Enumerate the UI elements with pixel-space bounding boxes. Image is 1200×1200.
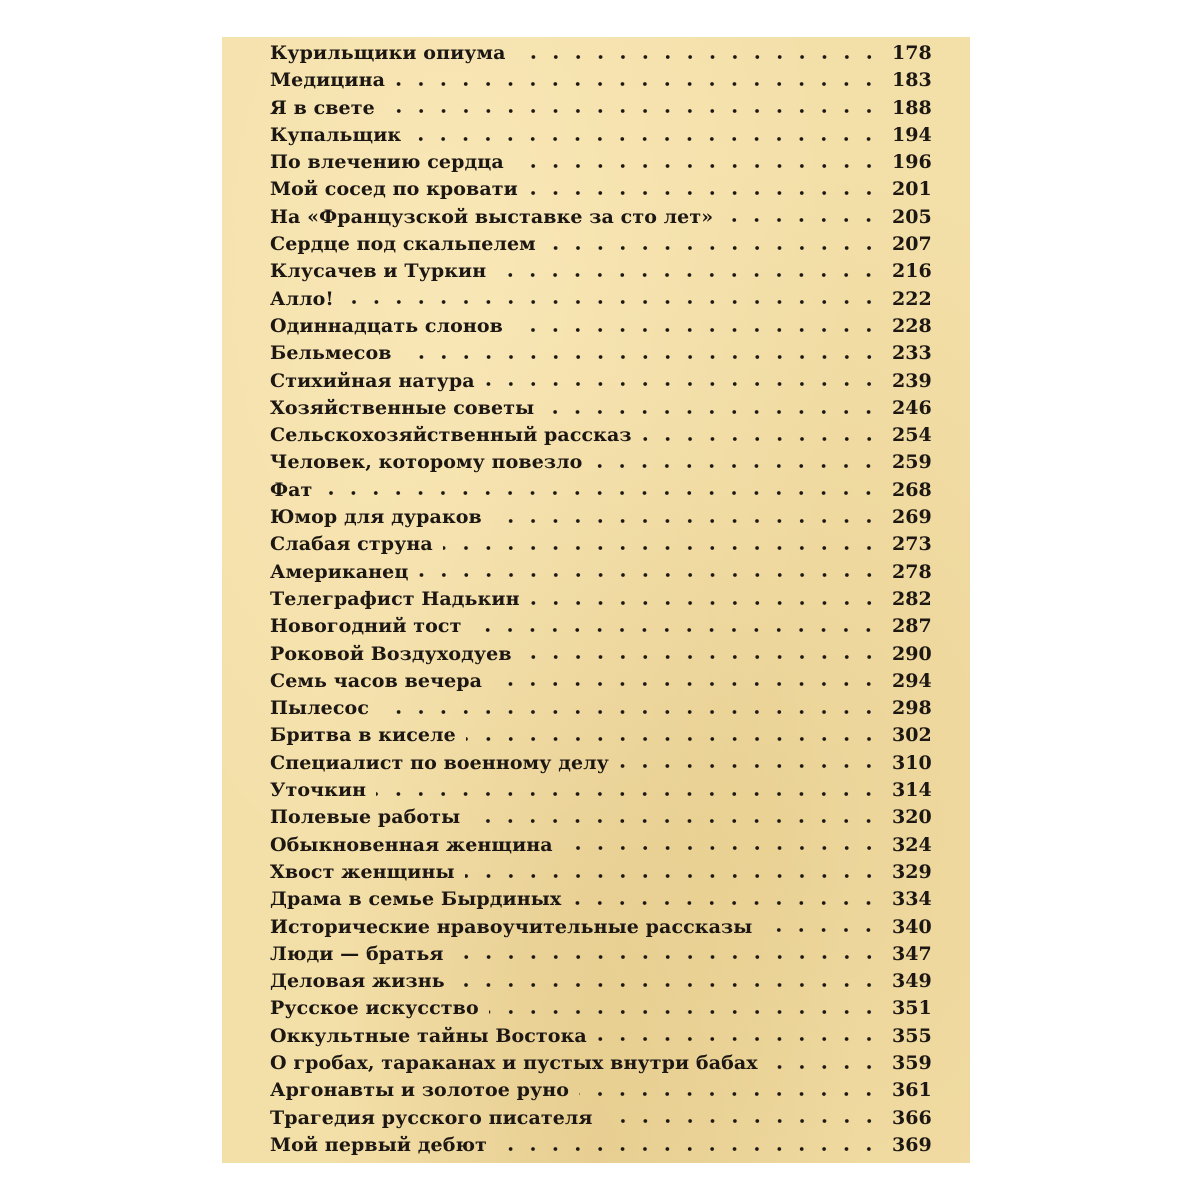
dot-leader [489, 1009, 880, 1015]
toc-entry [270, 941, 930, 968]
toc-entry-page-number: 228 [892, 314, 932, 337]
toc-entry [270, 668, 930, 695]
toc-entry-page-number: 314 [892, 779, 932, 802]
toc-entry-title: Юмор для дураков [270, 506, 482, 529]
dot-leader [514, 163, 880, 169]
toc-entry-page-number: 310 [892, 751, 932, 774]
toc-entry-title: На «Французской выставке за сто лет» [270, 205, 714, 228]
toc-entry [270, 122, 930, 149]
dot-leader [496, 272, 880, 278]
toc-entry-title: Купальщик [270, 123, 402, 146]
toc-entry-title: Слабая струна [270, 533, 433, 556]
toc-entry-page-number: 355 [892, 1024, 932, 1047]
dot-leader [385, 108, 880, 114]
toc-entry [270, 40, 930, 67]
dot-leader [344, 299, 880, 305]
toc-entry-page-number: 268 [892, 478, 932, 501]
toc-entry-title: Одиннадцать слонов [270, 314, 503, 337]
toc-entry [270, 204, 930, 231]
toc-entry-title: Фат [270, 478, 313, 501]
dot-leader [642, 436, 880, 442]
toc-entry-page-number: 207 [892, 233, 932, 256]
toc-entry [270, 531, 930, 558]
toc-entry-page-number: 183 [892, 69, 932, 92]
dot-leader [485, 381, 880, 387]
toc-entry [270, 67, 930, 94]
dot-leader [395, 81, 880, 87]
toc-entry [270, 968, 930, 995]
dot-leader [470, 818, 880, 824]
toc-entry-page-number: 294 [892, 669, 932, 692]
toc-entry-title: По влечению сердца [270, 151, 504, 174]
toc-entry-title: Трагедия русского писателя [270, 1106, 593, 1129]
toc-entry [270, 722, 930, 749]
toc-entry-title: Американец [270, 560, 409, 583]
toc-entry-title: Сельскохозяйственный рассказ [270, 424, 632, 447]
dot-leader [546, 245, 880, 251]
toc-entry [270, 449, 930, 476]
dot-leader [466, 736, 880, 742]
toc-entry-title: Уточкин [270, 779, 367, 802]
dot-leader [603, 1118, 880, 1124]
toc-entry-page-number: 216 [892, 260, 932, 283]
dot-leader [419, 572, 880, 578]
toc-entry [270, 586, 930, 613]
toc-entry-title: Хвост женщины [270, 860, 455, 883]
dot-leader [723, 217, 880, 223]
toc-entry [270, 1077, 930, 1104]
toc-entry [270, 231, 930, 258]
table-of-contents [270, 40, 930, 1159]
toc-entry-page-number: 246 [892, 396, 932, 419]
toc-entry [270, 1132, 930, 1159]
toc-entry-page-number: 340 [892, 915, 932, 938]
dot-leader [402, 354, 880, 360]
toc-entry-page-number: 196 [892, 151, 932, 174]
toc-entry [270, 176, 930, 203]
toc-entry-title: Хозяйственные советы [270, 396, 535, 419]
dot-leader [497, 1146, 880, 1152]
toc-entry-title: Пылесос [270, 697, 369, 720]
toc-entry [270, 914, 930, 941]
toc-entry-page-number: 359 [892, 1051, 932, 1074]
toc-entry-page-number: 201 [892, 178, 932, 201]
toc-entry-page-number: 347 [892, 942, 932, 965]
toc-entry-title: Курильщики опиума [270, 42, 506, 64]
dot-leader [579, 1091, 880, 1097]
toc-entry [270, 504, 930, 531]
toc-entry-page-number: 320 [892, 806, 932, 829]
dot-leader [597, 1036, 880, 1042]
toc-entry-page-number: 351 [892, 997, 932, 1020]
dot-leader [762, 927, 880, 933]
toc-entry [270, 1105, 930, 1132]
toc-entry-page-number: 222 [892, 287, 932, 310]
toc-entry-title: Люди — братья [270, 942, 444, 965]
toc-entry-title: Семь часов вечера [270, 669, 483, 692]
toc-entry-title: Драма в семье Быpдиных [270, 888, 562, 911]
toc-entry [270, 149, 930, 176]
toc-entry [270, 559, 930, 586]
toc-entry-title: Исторические нравоучительные рассказы [270, 915, 753, 938]
toc-entry-title: Мой первый дебют [270, 1133, 487, 1156]
toc-entry [270, 859, 930, 886]
toc-entry-page-number: 369 [892, 1133, 932, 1156]
toc-entry-title: Телеграфист Надькин [270, 587, 520, 610]
toc-entry [270, 422, 930, 449]
dot-leader [411, 136, 880, 142]
toc-entry-page-number: 239 [892, 369, 932, 392]
toc-entry [270, 477, 930, 504]
toc-entry [270, 395, 930, 422]
toc-entry-page-number: 188 [892, 96, 932, 119]
toc-entry-page-number: 254 [892, 424, 932, 447]
toc-entry [270, 832, 930, 859]
toc-entry-title: О гробах, тараканах и пустых внутри бабах [270, 1051, 758, 1074]
dot-leader [455, 982, 880, 988]
dot-leader [471, 627, 880, 633]
dot-leader [322, 490, 880, 496]
toc-entry [270, 340, 930, 367]
toc-entry [270, 641, 930, 668]
toc-entry [270, 1023, 930, 1050]
dot-leader [530, 600, 880, 606]
toc-entry [270, 886, 930, 913]
dot-leader [492, 518, 880, 524]
toc-entry-title: Русское искусство [270, 997, 479, 1020]
toc-entry-title: Человек, которому повезло [270, 451, 583, 474]
dot-leader [563, 845, 880, 851]
toc-entry-title: Мой сосед по кровати [270, 178, 518, 201]
toc-entry-title: Оккультные тайны Востока [270, 1024, 587, 1047]
toc-entry-title: Я в свете [270, 96, 375, 119]
toc-entry-page-number: 361 [892, 1079, 932, 1102]
toc-entry [270, 368, 930, 395]
toc-entry [270, 95, 930, 122]
toc-entry [270, 777, 930, 804]
toc-entry-page-number: 194 [892, 123, 932, 146]
dot-leader [379, 709, 880, 715]
toc-entry-title: Аргонавты и золотое руно [270, 1079, 570, 1102]
dot-leader [522, 654, 880, 660]
toc-entry-title: Роковой Воздуходуев [270, 642, 512, 665]
dot-leader [513, 327, 880, 333]
toc-entry-page-number: 287 [892, 615, 932, 638]
toc-entry-page-number: 334 [892, 888, 932, 911]
dot-leader [516, 54, 880, 60]
dot-leader [492, 681, 880, 687]
dot-leader [592, 463, 880, 469]
toc-entry-title: Обыкновенная женщина [270, 833, 553, 856]
toc-entry-page-number: 233 [892, 342, 932, 365]
toc-entry-page-number: 349 [892, 970, 932, 993]
toc-entry [270, 286, 930, 313]
toc-entry-title: Деловая жизнь [270, 970, 445, 993]
toc-entry-page-number: 282 [892, 587, 932, 610]
dot-leader [544, 409, 880, 415]
toc-entry-page-number: 302 [892, 724, 932, 747]
toc-entry [270, 313, 930, 340]
dot-leader [465, 873, 880, 879]
toc-entry-title: Бельмесов [270, 342, 392, 365]
toc-entry-title: Сердце под скальпелем [270, 233, 536, 256]
toc-entry-page-number: 178 [892, 42, 932, 64]
dot-leader [443, 545, 880, 551]
toc-entry-page-number: 290 [892, 642, 932, 665]
toc-entry-title: Алло! [270, 287, 334, 310]
toc-entry-title: Стихийная натура [270, 369, 475, 392]
toc-entry-page-number: 324 [892, 833, 932, 856]
dot-leader [619, 763, 880, 769]
dot-leader [376, 791, 880, 797]
toc-entry [270, 258, 930, 285]
toc-entry-title: Полевые работы [270, 806, 461, 829]
toc-entry [270, 695, 930, 722]
toc-entry [270, 804, 930, 831]
toc-entry [270, 613, 930, 640]
dot-leader [454, 954, 880, 960]
toc-entry-page-number: 273 [892, 533, 932, 556]
toc-entry-title: Медицина [270, 69, 386, 92]
toc-entry-page-number: 298 [892, 697, 932, 720]
toc-entry-title: Новогодний тост [270, 615, 462, 638]
toc-entry-page-number: 278 [892, 560, 932, 583]
book-page [222, 37, 970, 1163]
toc-entry [270, 750, 930, 777]
toc-entry-page-number: 259 [892, 451, 932, 474]
toc-entry-page-number: 269 [892, 506, 932, 529]
dot-leader [571, 900, 880, 906]
dot-leader [528, 190, 880, 196]
toc-entry-title: Бритва в киселе [270, 724, 456, 747]
toc-entry-page-number: 366 [892, 1106, 932, 1129]
toc-entry [270, 1050, 930, 1077]
toc-entry-page-number: 329 [892, 860, 932, 883]
toc-entry-title: Клусачев и Туркин [270, 260, 487, 283]
toc-entry [270, 995, 930, 1022]
toc-entry-title: Специалист по военному делу [270, 751, 609, 774]
toc-entry-page-number: 205 [892, 205, 932, 228]
dot-leader [768, 1064, 880, 1070]
